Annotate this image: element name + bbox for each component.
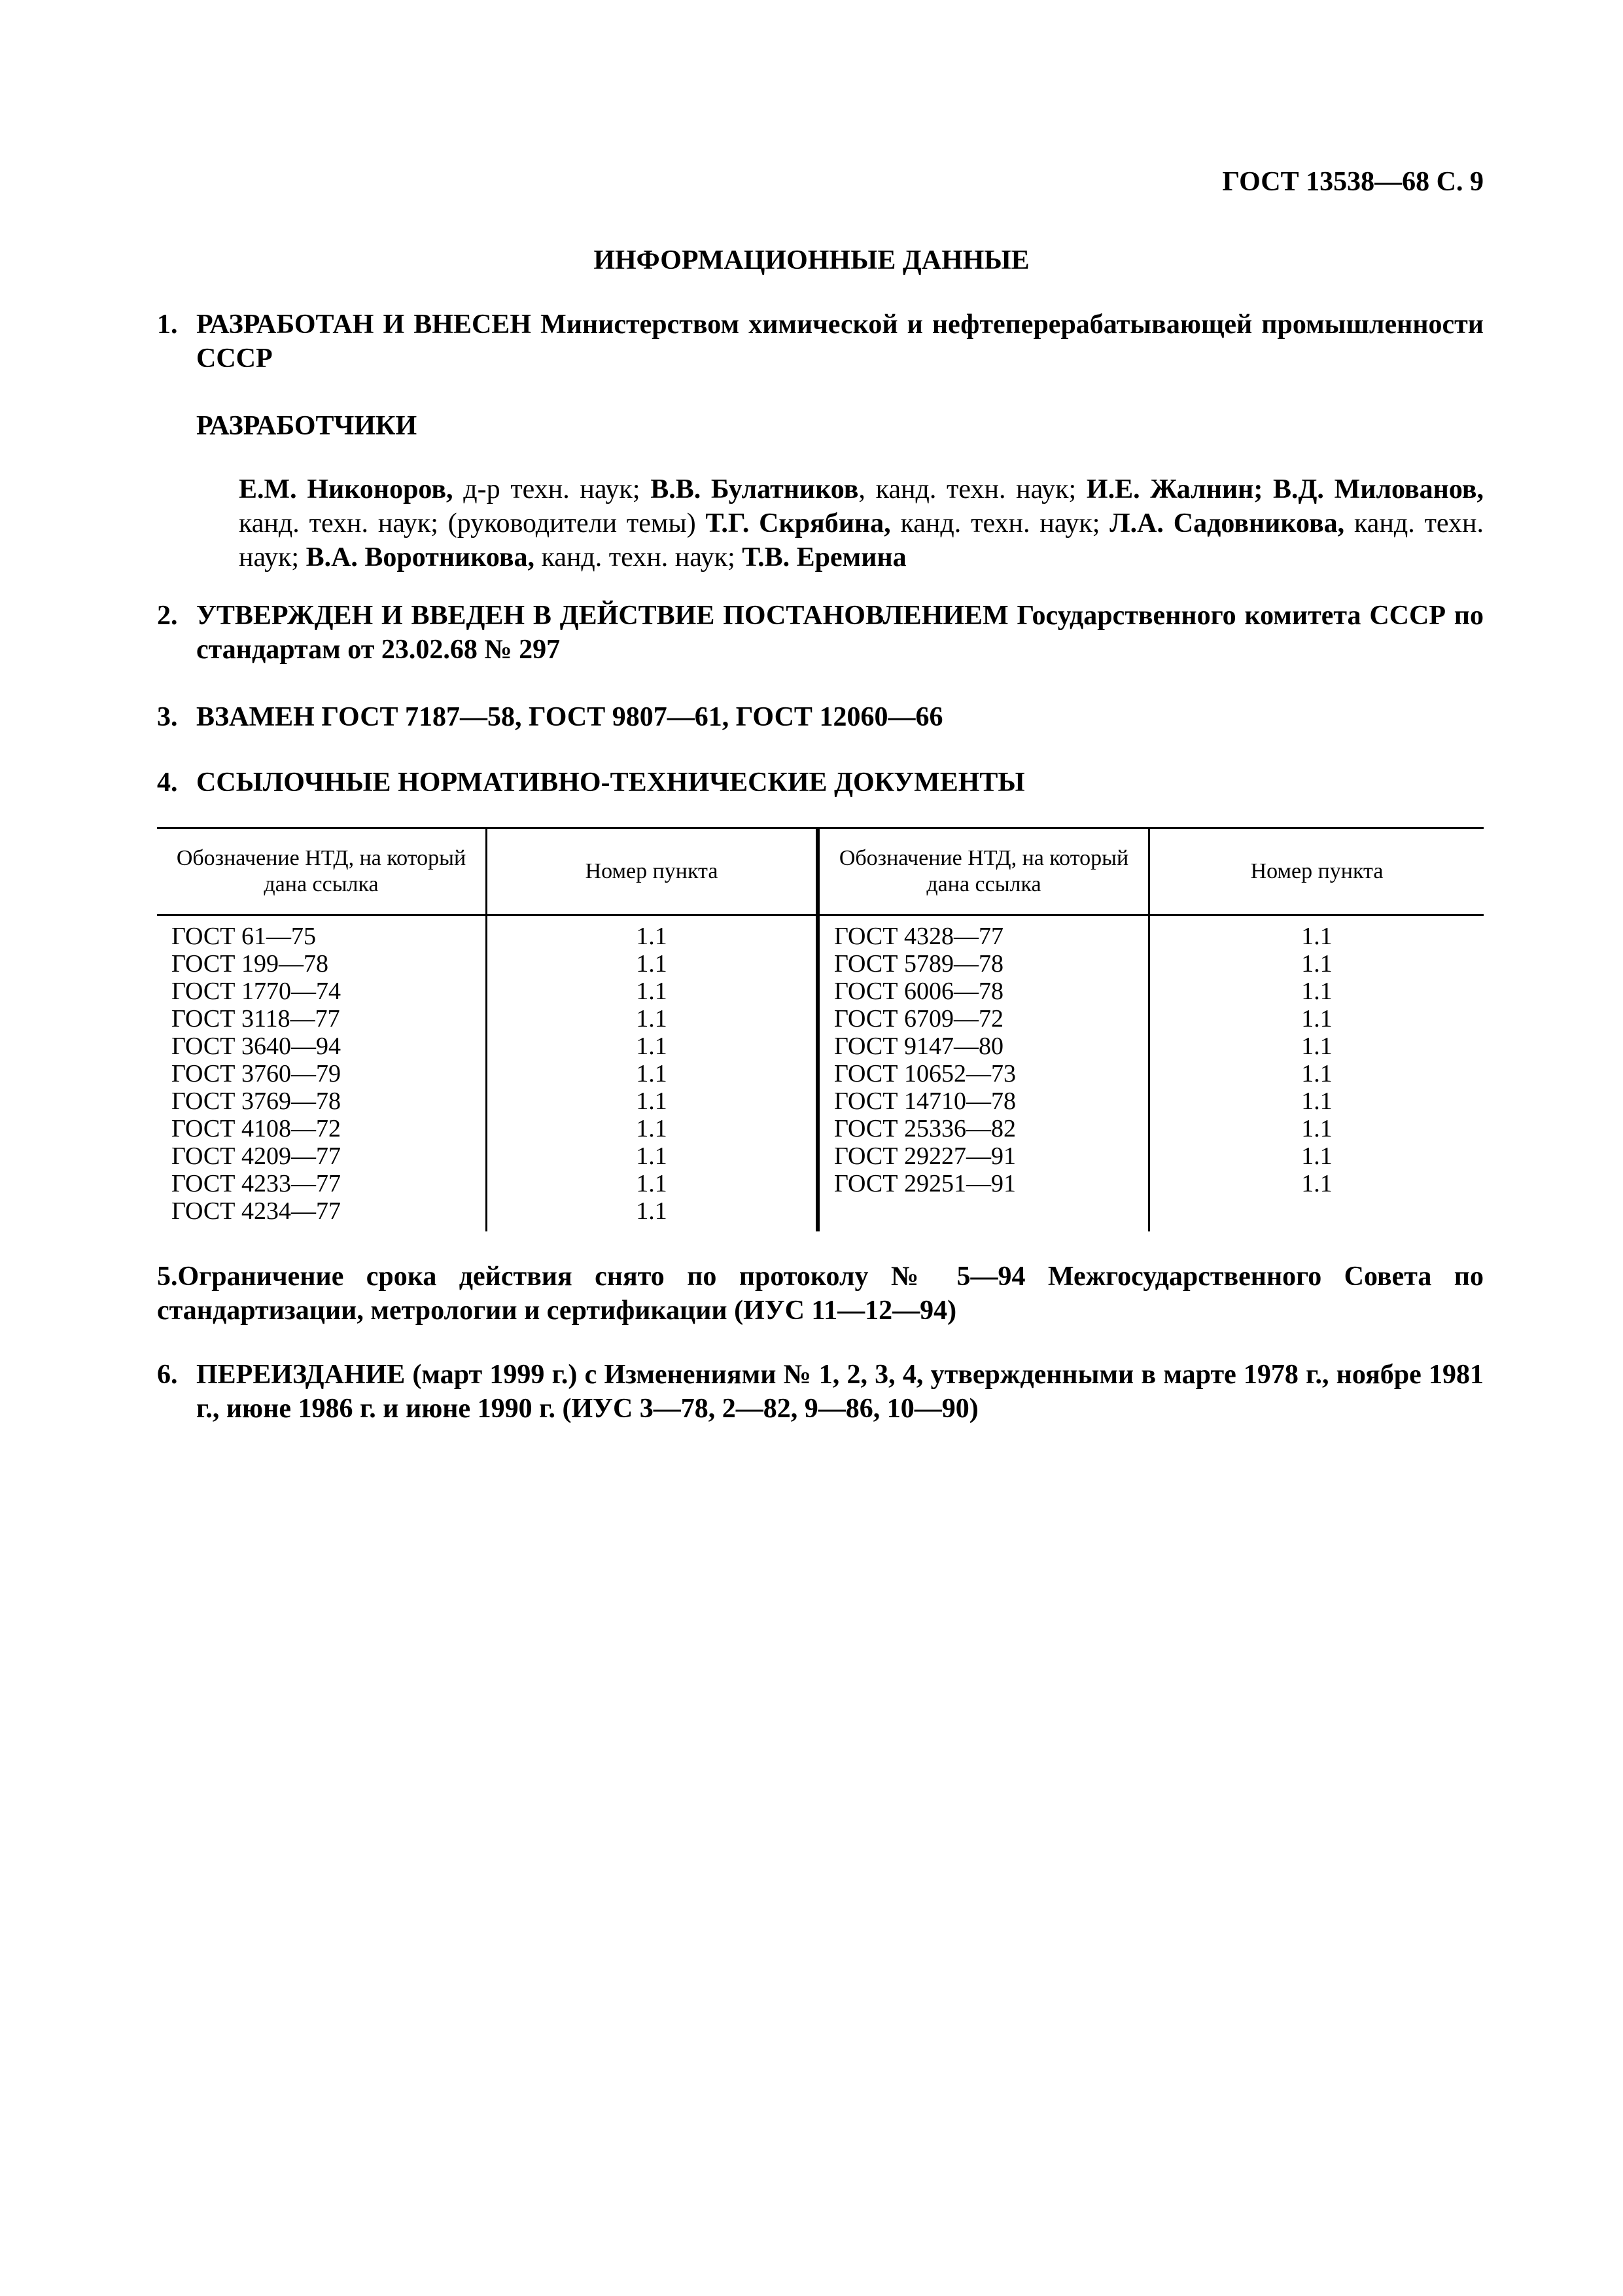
table-column-item-left [487,923,816,1225]
table-cell-designation: ГОСТ 10652—73 [834,1060,1016,1087]
table-cell-designation: ГОСТ 1770—74 [171,978,341,1005]
table-header-designation: Обозначение НТД, на который дана ссылка [176,846,466,896]
developer-name: В.А. Воротникова, [305,542,535,573]
developer-name: И.Е. Жалнин; В.Д. Милованов, [1086,474,1484,504]
table-header-rule [157,914,1484,916]
table-column-item-right [1150,923,1484,1197]
developers-heading: РАЗРАБОТЧИКИ [196,411,417,441]
developer-name: Т.В. Еремина [742,542,907,573]
table-cell-designation: ГОСТ 3760—79 [171,1060,341,1087]
table-cell-item: 1.1 [636,1060,667,1087]
item-text: Государственного комитета СССР по стандартам от 23.02.68 № 297 [196,601,1484,665]
table-header-designation: Обозначение НТД, на который дана ссылка [839,846,1129,896]
item-reissue [157,1358,1484,1426]
table-cell-item: 1.1 [1301,1142,1333,1170]
table-cell-item: 1.1 [636,950,667,978]
table-column-designation-left [171,923,479,1225]
item-lead: ССЫЛОЧНЫЕ НОРМАТИВНО-ТЕХНИЧЕСКИЕ ДОКУМЕНТЫ [196,768,1025,798]
table-cell-designation: ГОСТ 199—78 [171,950,328,978]
table-cell-designation: ГОСТ 14710—78 [834,1087,1016,1115]
table-cell-designation: ГОСТ 25336—82 [834,1115,1016,1142]
page-header: ГОСТ 13538—68 С. 9 [1222,167,1484,197]
table-cell-item: 1.1 [636,1033,667,1060]
table-cell-designation: ГОСТ 3118—77 [171,1005,340,1033]
developer-name: Т.Г. Скрябина, [705,508,891,539]
table-cell-item: 1.1 [636,1005,667,1033]
developer-name: Л.А. Садовникова, [1109,508,1345,539]
table-cell-designation: ГОСТ 6709—72 [834,1005,1003,1033]
table-cell-designation: ГОСТ 3640—94 [171,1033,341,1060]
developer-title: д-р техн. наук; [463,474,640,504]
table-cell-item: 1.1 [636,1170,667,1197]
table-cell-item: 1.1 [636,1197,667,1225]
item-lead: РАЗРАБОТАН И ВНЕСЕН [196,309,531,340]
item-body: ПЕРЕИЗДАНИЕ (март 1999 г.) с Изменениями № 1, 2, 3, 4, утвержденными в марте 1978 г., ноябре 1981 г., июне 1986 г. и июне 1990 г. (ИУС 3—78, 2—82, 9—86, 10—90) [196,1360,1484,1424]
table-cell-item: 1.1 [1301,923,1333,950]
item-number: 2. [157,601,178,631]
document-title: ИНФОРМАЦИОННЫЕ ДАННЫЕ [593,245,1030,275]
table-cell-item: 1.1 [1301,1005,1333,1033]
developer-title: канд. техн. наук; [900,508,1100,539]
item-number: 1. [157,309,178,340]
table-header-item: Номер пункта [1250,859,1384,883]
item-lead: УТВЕРЖДЕН И ВВЕДЕН В ДЕЙСТВИЕ ПОСТАНОВЛЕНИЕМ [196,601,1009,631]
item-developed [157,308,1484,376]
table-cell-item: 1.1 [636,1087,667,1115]
table-cell-designation: ГОСТ 6006—78 [834,978,1003,1005]
table-cell-item: 1.1 [1301,950,1333,978]
table-cell-designation: ГОСТ 9147—80 [834,1033,1003,1060]
table-header-item: Номер пункта [585,859,718,883]
developers-list [239,472,1484,574]
table-cell-designation: ГОСТ 4234—77 [171,1197,341,1225]
developer-title: канд. техн. наук; [239,508,1484,573]
table-cell-designation: ГОСТ 29227—91 [834,1142,1016,1170]
table-cell-designation: ГОСТ 4233—77 [171,1170,341,1197]
developer-title: канд. техн. наук; [541,542,735,573]
table-cell-item: 1.1 [1301,1033,1333,1060]
item-references [157,766,1484,800]
item-lead: ВЗАМЕН ГОСТ 7187—58, ГОСТ 9807—61, ГОСТ 12060—66 [196,702,943,732]
table-cell-item: 1.1 [636,1115,667,1142]
table-cell-designation: ГОСТ 4209—77 [171,1142,341,1170]
developer-name: Е.М. Никоноров, [239,474,453,504]
item-replaces [157,700,1484,734]
item-body [196,766,1484,800]
item-text: Министерством химической и нефтеперерабатывающей промышленности СССР [196,309,1484,374]
table-cell-designation: ГОСТ 4108—72 [171,1115,341,1142]
item-body [196,599,1484,667]
item-approved [157,599,1484,667]
table-cell-item: 1.1 [1301,978,1333,1005]
table-cell-item: 1.1 [636,978,667,1005]
table-cell-item: 1.1 [636,923,667,950]
table-cell-item: 1.1 [1301,1115,1333,1142]
table-cell-item: 1.1 [636,1142,667,1170]
developer-title: канд. техн. наук; (руководители темы) [239,508,696,539]
developer-title: , канд. техн. наук; [858,474,1077,504]
table-cell-designation: ГОСТ 5789—78 [834,950,1003,978]
table-cell-designation: ГОСТ 61—75 [171,923,316,950]
table-cell-designation: ГОСТ 29251—91 [834,1170,1016,1197]
item-number: 4. [157,768,178,798]
table-cell-item: 1.1 [1301,1170,1333,1197]
item-number: 3. [157,702,178,732]
developer-name: В.В. Булатников [650,474,859,504]
table-cell-item: 1.1 [1301,1087,1333,1115]
item-number: 6. [157,1360,178,1390]
item-body [196,308,1484,376]
table-cell-designation: ГОСТ 3769—78 [171,1087,341,1115]
table-cell-designation: ГОСТ 4328—77 [834,923,1003,950]
table-column-designation-right [834,923,1142,1197]
item-validity: 5.Ограничение срока действия снято по протоколу № 5—94 Межгосударственного Совета по стандартизации, метрологии и сертификации (ИУС 11—12—94) [157,1262,1484,1326]
references-table [157,827,1484,1231]
table-cell-item: 1.1 [1301,1060,1333,1087]
item-body [196,700,1484,734]
